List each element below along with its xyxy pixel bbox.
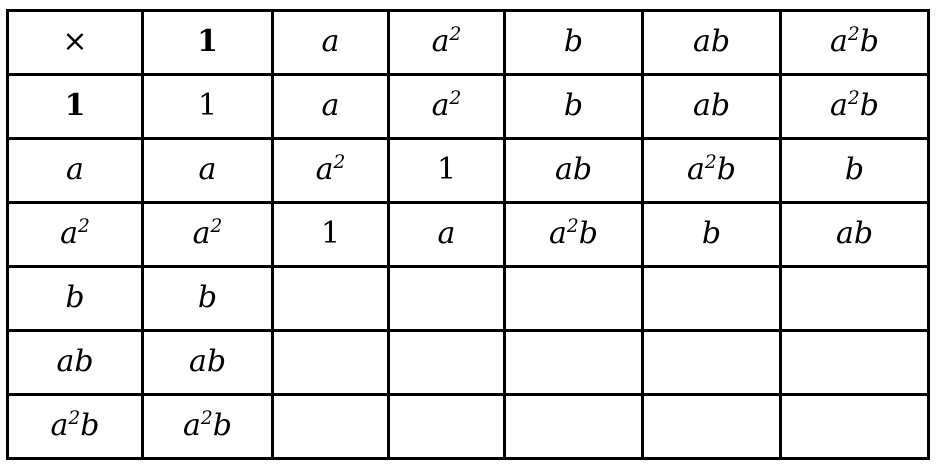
table-row: [8, 202, 929, 266]
table-cell: [389, 138, 505, 202]
header-cell-operation: [8, 10, 143, 74]
header-cell-col-b: [505, 10, 643, 74]
table-cell-empty: [643, 394, 781, 458]
header-label: $a^2$: [431, 24, 462, 59]
header-cell-row-a2b: [8, 394, 143, 458]
cell-value: ab: [188, 344, 227, 379]
multiplication-icon: ×: [62, 24, 88, 59]
table-cell-empty: [389, 330, 505, 394]
table-row: [8, 266, 929, 330]
row-header-label: 1: [64, 88, 86, 123]
cell-value: 1: [197, 88, 218, 123]
row-header-label: b: [65, 280, 85, 315]
cell-value: b: [563, 88, 584, 123]
table-cell: [643, 202, 781, 266]
cell-value: $a^2$: [315, 152, 346, 187]
cell-value: a: [321, 88, 340, 123]
table-cell: [273, 202, 389, 266]
cell-value: 1: [320, 216, 341, 251]
table-cell: [143, 74, 273, 138]
table-cell-empty: [273, 394, 389, 458]
table-row: [8, 74, 929, 138]
header-cell-col-a2: [389, 10, 505, 74]
table-cell-empty: [389, 394, 505, 458]
table-cell-empty: [643, 266, 781, 330]
table-cell-empty: [389, 266, 505, 330]
table-cell-empty: [505, 266, 643, 330]
row-header-label: $a^2$: [60, 216, 90, 251]
cell-value: a: [198, 152, 217, 187]
cell-value: b: [701, 216, 722, 251]
cell-value: $a^2b$: [687, 152, 736, 187]
header-label: a: [321, 24, 340, 59]
table-row: [8, 138, 929, 202]
cayley-table: [6, 9, 930, 460]
row-header-label: a: [66, 152, 84, 187]
cell-value: ab: [554, 152, 593, 187]
cell-value: 1: [436, 152, 457, 187]
cell-value: $a^2$: [431, 88, 462, 123]
table-cell-empty: [273, 330, 389, 394]
table-cell-empty: [781, 266, 929, 330]
header-label: b: [563, 24, 584, 59]
row-header-label: $a^2b$: [50, 408, 100, 443]
table-cell: [781, 74, 929, 138]
cell-value: ab: [835, 216, 874, 251]
table-cell: [643, 74, 781, 138]
cell-value: a: [437, 216, 456, 251]
table-cell: [389, 202, 505, 266]
table-cell: [143, 266, 273, 330]
table-cell: [781, 202, 929, 266]
header-cell-col-a2b: [781, 10, 929, 74]
cell-value: ab: [692, 88, 731, 123]
table-cell: [143, 138, 273, 202]
header-cell-col-a: [273, 10, 389, 74]
cell-value: $a^2b$: [830, 88, 879, 123]
table-cell: [143, 394, 273, 458]
header-cell-row-1: [8, 74, 143, 138]
header-cell-row-ab: [8, 330, 143, 394]
cell-value: $a^2$: [192, 216, 223, 251]
header-label: ab: [692, 24, 731, 59]
header-label: $a^2b$: [830, 24, 879, 59]
table-cell: [781, 138, 929, 202]
header-cell-col-1: [143, 10, 273, 74]
table-cell-empty: [505, 330, 643, 394]
table-cell: [505, 74, 643, 138]
header-cell-col-ab: [643, 10, 781, 74]
table-cell-empty: [273, 266, 389, 330]
table-cell-empty: [781, 394, 929, 458]
table-row: [8, 330, 929, 394]
table-row: [8, 394, 929, 458]
table-cell: [143, 202, 273, 266]
table-cell-empty: [505, 394, 643, 458]
cell-value: b: [197, 280, 218, 315]
cell-value: $a^2b$: [183, 408, 232, 443]
table-cell-empty: [643, 330, 781, 394]
table-cell: [273, 138, 389, 202]
table-cell: [505, 202, 643, 266]
header-cell-row-b: [8, 266, 143, 330]
cell-value: b: [844, 152, 865, 187]
row-header-label: ab: [56, 344, 94, 379]
table-cell: [273, 74, 389, 138]
header-cell-row-a2: [8, 202, 143, 266]
table-cell: [389, 74, 505, 138]
table-cell: [643, 138, 781, 202]
table-cell: [505, 138, 643, 202]
header-label: 1: [197, 24, 218, 59]
table-cell: [143, 330, 273, 394]
header-cell-row-a: [8, 138, 143, 202]
cell-value: $a^2b$: [549, 216, 598, 251]
table-cell-empty: [781, 330, 929, 394]
table-header-row: [8, 10, 929, 74]
